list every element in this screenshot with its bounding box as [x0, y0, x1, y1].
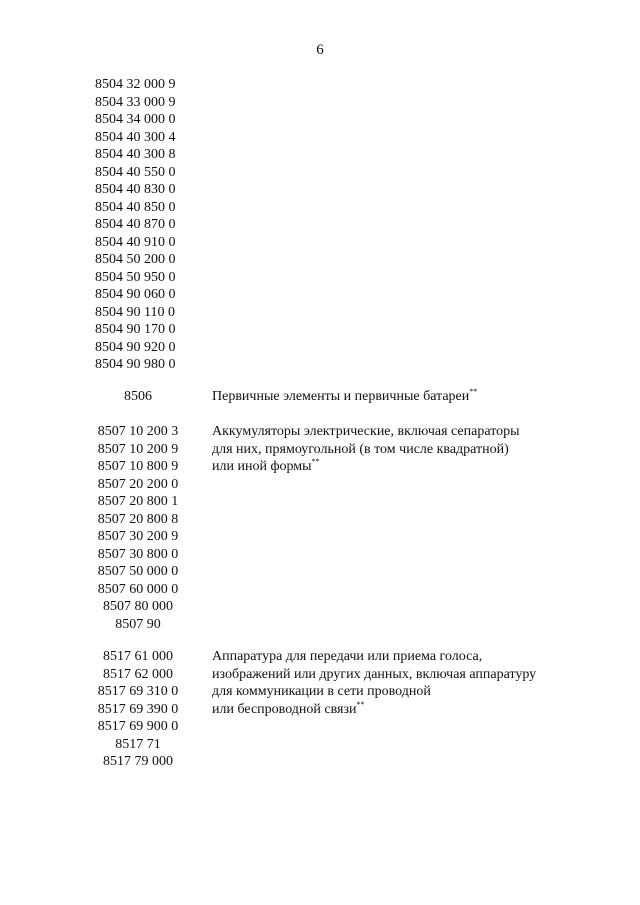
code-item: 8504 32 000 9 [95, 77, 176, 92]
code-item: 8517 79 000 [103, 754, 173, 769]
code-item: 8504 34 000 0 [95, 112, 176, 127]
code-item: 8507 90 [115, 616, 161, 632]
footnote-mark: ** [356, 699, 365, 709]
code-list [95, 76, 181, 374]
code-item: 8517 69 310 0 [97, 684, 179, 699]
code-item: 8504 40 830 0 [95, 182, 176, 197]
code-item: 8504 40 910 0 [95, 234, 176, 250]
code-item: 8507 30 800 0 [97, 546, 179, 562]
code-item: 8504 90 170 0 [95, 322, 176, 337]
code-item: 8517 61 000 [103, 649, 173, 664]
code-item: 8517 69 900 0 [97, 719, 179, 734]
code-item: 8507 80 000 [103, 599, 173, 614]
code-item: 8504 90 110 0 [95, 304, 175, 320]
code-item: 8507 10 200 3 [97, 424, 179, 439]
code-item: 8507 50 000 0 [97, 564, 179, 579]
description-line: Аккумуляторы электрические, включая сепараторы [212, 424, 520, 439]
code-item: 8507 30 200 9 [97, 529, 179, 544]
code-list [95, 388, 181, 406]
description-line: или беспроводной связи** [212, 699, 365, 717]
code-item: 8504 40 300 4 [95, 129, 176, 145]
code-item: 8507 20 800 8 [97, 511, 179, 527]
description-line: для коммуникации в сети проводной [212, 684, 431, 699]
code-item: 8517 62 000 [103, 666, 173, 682]
description-line: Первичные элементы и первичные батареи** [212, 387, 478, 404]
footnote-mark: ** [469, 387, 478, 396]
code-item: 8504 90 980 0 [95, 357, 176, 372]
code-list [95, 648, 181, 771]
code-item: 8504 50 200 0 [95, 252, 176, 267]
code-item: 8517 69 390 0 [97, 701, 179, 717]
description-line: для них, прямоугольной (в том числе квадратной) [212, 441, 509, 457]
code-item: 8504 40 300 8 [95, 147, 176, 162]
code-item: 8507 20 800 1 [97, 494, 179, 509]
section-description [212, 423, 572, 476]
code-item: 8507 60 000 0 [97, 581, 179, 597]
code-item: 8504 90 920 0 [95, 339, 176, 355]
code-list [95, 423, 181, 633]
code-item: 8507 20 200 0 [97, 476, 179, 492]
page-number: 6 [316, 42, 324, 58]
description-line: Аппаратура для передачи или приема голоса, [212, 649, 483, 664]
code-item: 8504 33 000 9 [95, 94, 176, 110]
code-item: 8504 50 950 0 [95, 269, 176, 285]
section-description [212, 388, 572, 406]
code-item: 8507 10 800 9 [97, 459, 179, 474]
code-item: 8504 40 870 0 [95, 217, 176, 232]
code-item: 8504 90 060 0 [95, 287, 176, 302]
section-description [212, 648, 572, 718]
code-item: 8507 10 200 9 [97, 441, 179, 457]
description-line: изображений или других данных, включая аппаратуру [212, 666, 537, 682]
code-item: 8504 40 550 0 [95, 164, 176, 180]
footnote-mark: ** [311, 457, 320, 466]
code-item: 8504 40 850 0 [95, 199, 176, 215]
code-item: 8506 [124, 389, 152, 404]
description-line: или иной формы** [212, 457, 320, 474]
code-item: 8517 71 [115, 736, 161, 752]
